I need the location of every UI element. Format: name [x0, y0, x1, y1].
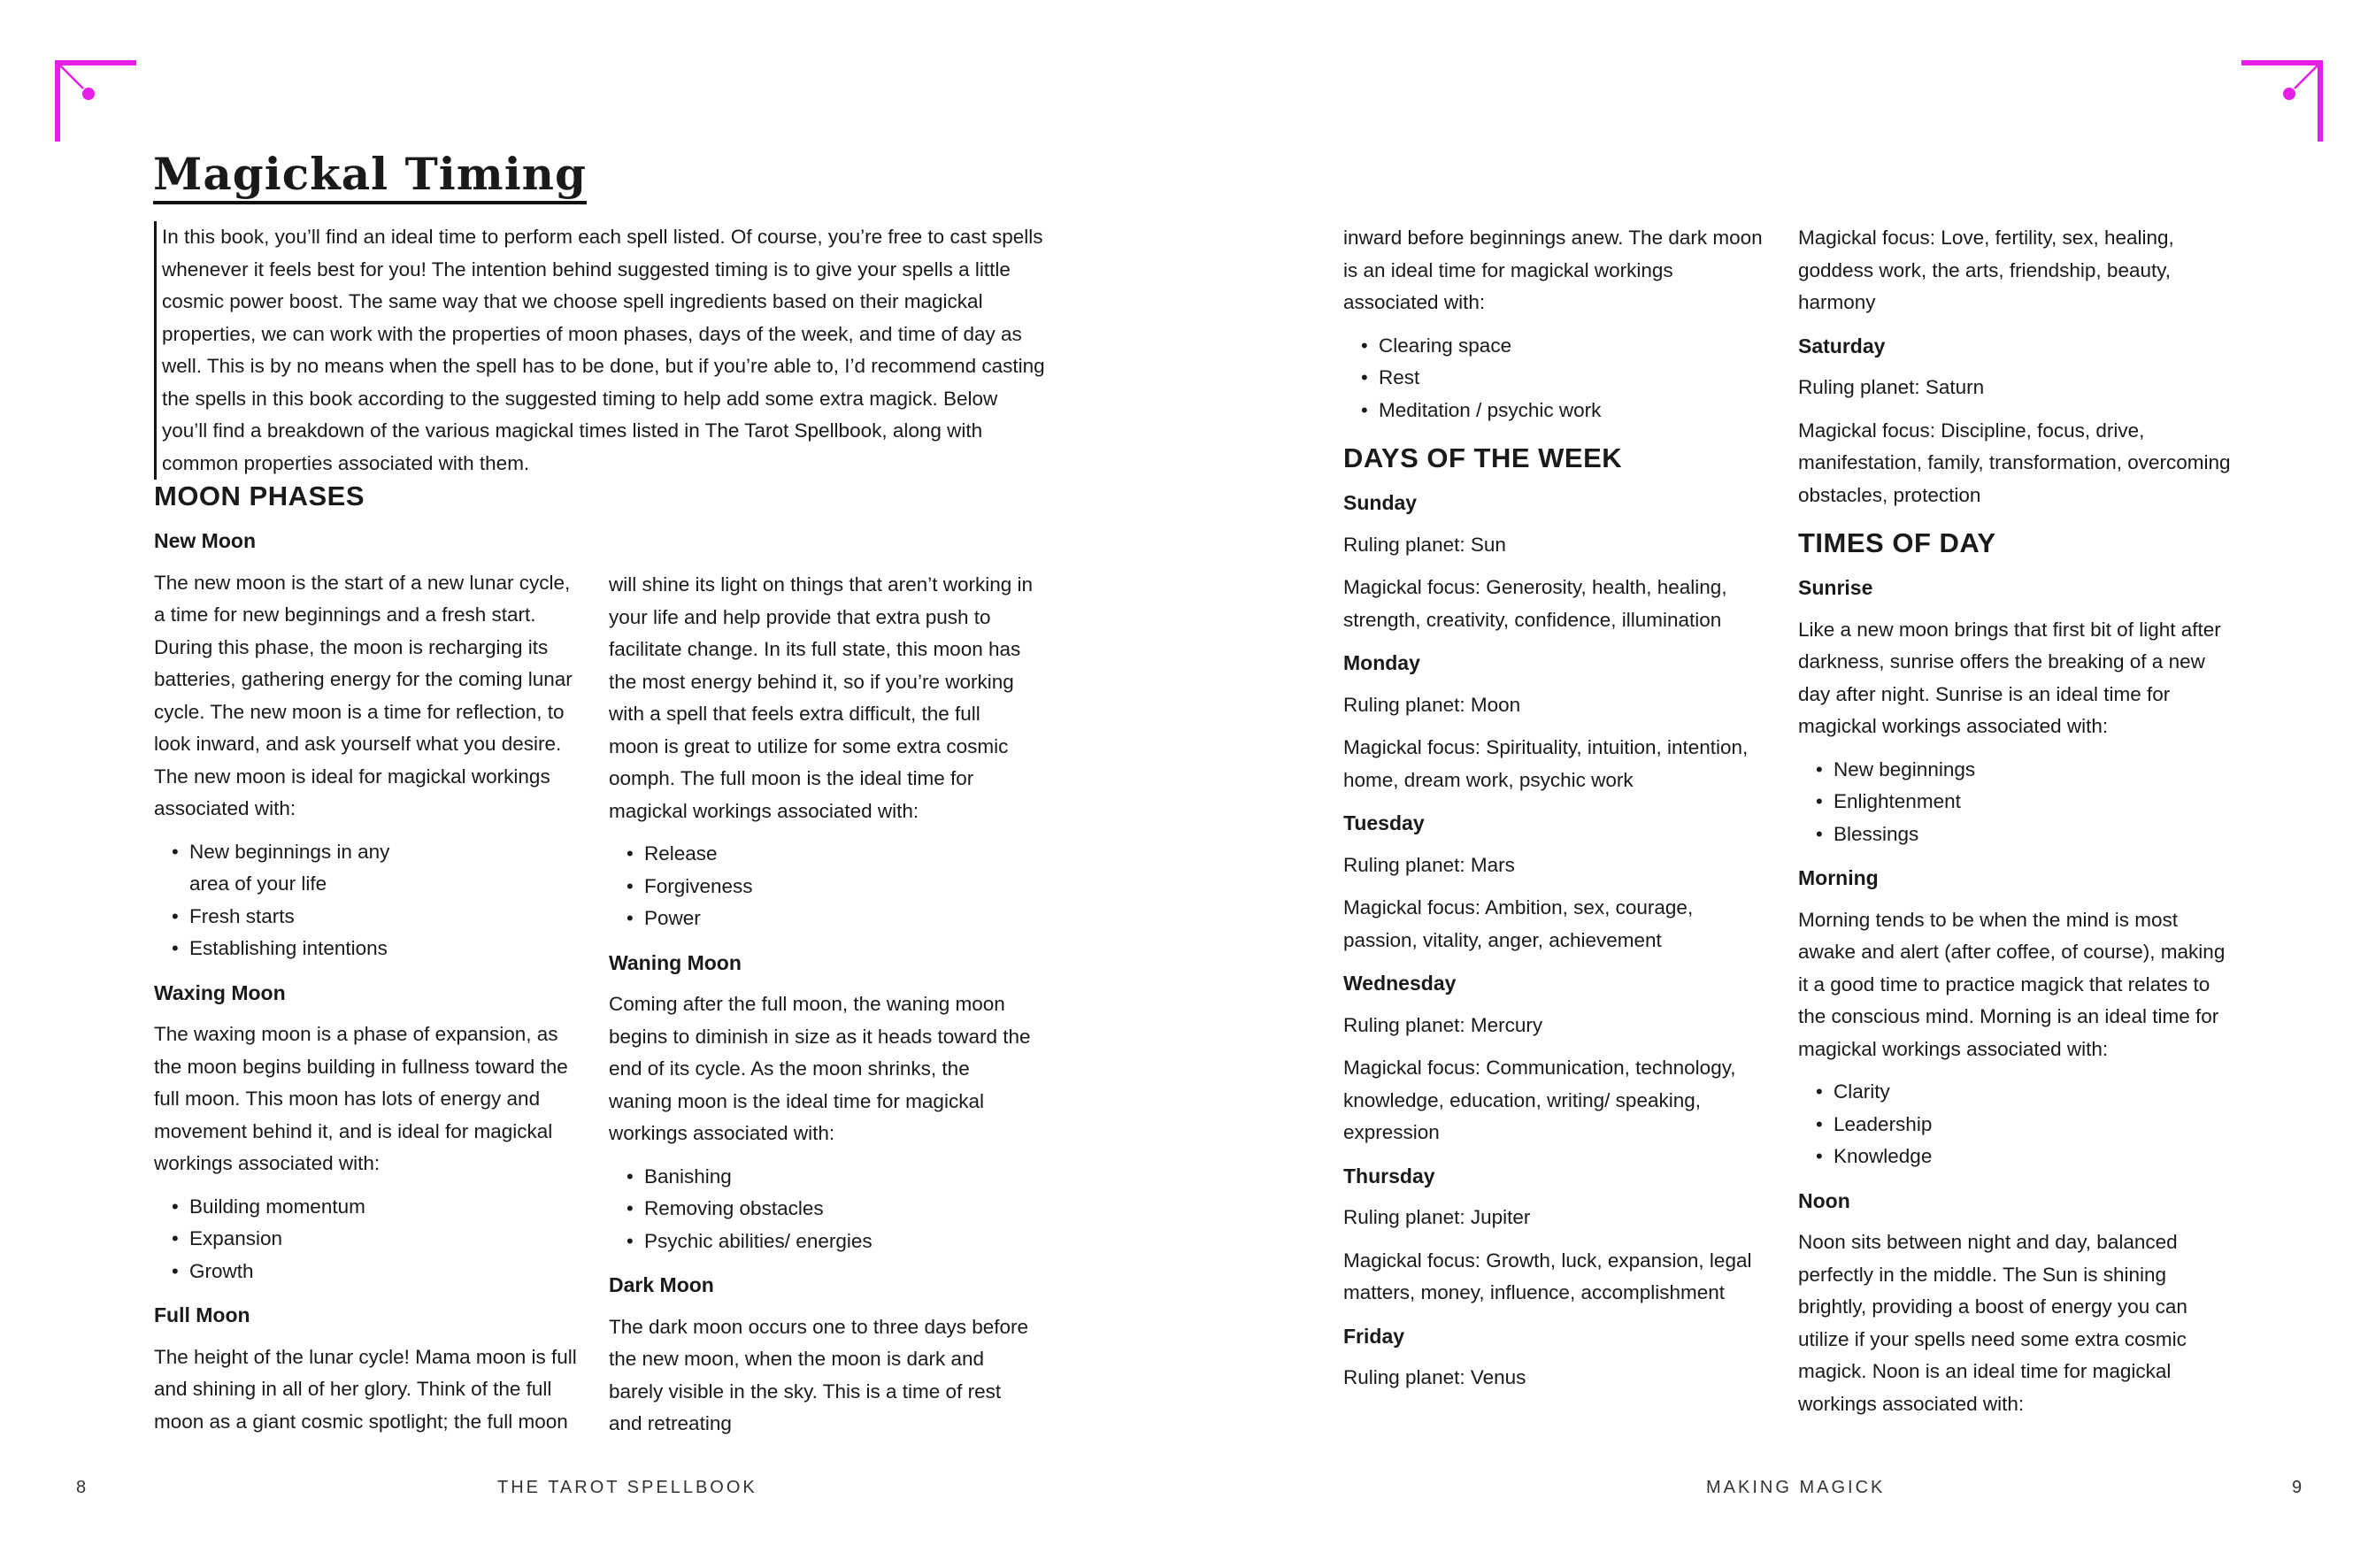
list-item: • Expansion: [172, 1223, 583, 1256]
day-heading: Friday: [1343, 1324, 1405, 1348]
waning-moon-heading: Waning Moon: [609, 950, 742, 974]
day-planet: Ruling planet: Mars: [1343, 853, 1515, 876]
day-planet: Ruling planet: Jupiter: [1343, 1206, 1531, 1228]
days-of-week-heading: DAYS OF THE WEEK: [1343, 442, 1623, 473]
list-item: • Forgiveness: [627, 871, 1034, 903]
corner-ornament-icon: [55, 60, 139, 144]
waxing-moon-heading: Waxing Moon: [154, 980, 286, 1004]
intro-paragraph: In this book, you’ll find an ideal time to perform each spell listed. Of course, you’re free to cast spells whenever it feels best for you! The intention behind suggested timing is to give your spells a little cosmic power boost. The same way that we choose spell ingredients based on their magickal properties, we can work with the properties of moon phases, days of the week, and time of day as well. This is by no means when the spell has to be done, but if you’re able to, I’d recommend casting the spells in this book according to the suggested timing to help add some extra magick. Below you’ll find a breakdown of the various magickal times listed in The Tarot Spellbook, along with common properties associated with them.: [154, 221, 1047, 480]
list-item: • Meditation / psychic work: [1361, 395, 1772, 427]
list-item: • Rest: [1361, 362, 1772, 395]
day-heading: Monday: [1343, 651, 1420, 674]
waxing-moon-text: The waxing moon is a phase of expansion, as the moon begins building in fullness toward the full moon. This moon has lots of energy and movement behind it, and is ideal for magickal workings associated with:: [154, 1023, 568, 1174]
left-running-head: THE TAROT SPELLBOOK: [497, 1478, 757, 1497]
list-item: • Enlightenment: [1816, 786, 2232, 819]
page-title: Magickal Timing: [153, 149, 587, 204]
list-item: • New beginnings: [1816, 754, 2232, 787]
list-item: • Knowledge: [1816, 1141, 2232, 1173]
waning-moon-list: [609, 1161, 1034, 1258]
dark-moon-text-part-1: The dark moon occurs one to three days before the new moon, when the moon is dark and barely visible in the sky. This is a time of rest and retreating: [609, 1315, 1029, 1434]
noon-text: Noon sits between night and day, balanced perfectly in the middle. The Sun is shining brightly, providing a boost of energy you can utilize if your spells need some extra cosmic magick. Noon is an ideal time for magickal workings associated with:: [1798, 1231, 2187, 1415]
full-moon-heading: Full Moon: [154, 1303, 250, 1326]
moon-icon: [2287, 1446, 2306, 1465]
day-focus: Magickal focus: Growth, luck, expansion, legal matters, money, influence, accomplishment: [1343, 1249, 1752, 1303]
new-moon-heading: New Moon: [154, 529, 256, 552]
list-item: • Release: [627, 838, 1034, 871]
right-column-1: [1343, 222, 1772, 1405]
list-item: • Psychic abilities/ energies: [627, 1226, 1034, 1258]
sunrise-list: [1798, 754, 2232, 851]
morning-heading: Morning: [1798, 866, 1879, 889]
day-focus: Magickal focus: Love, fertility, sex, healing, goddess work, the arts, friendship, beauty, harmony: [1798, 227, 2174, 313]
moon-phases-heading: MOON PHASES: [154, 480, 365, 511]
list-item: • Power: [627, 903, 1034, 935]
day-focus: Magickal focus: Communication, technology, knowledge, education, writing/ speaking, expression: [1343, 1057, 1736, 1143]
left-page-number: 8: [76, 1478, 89, 1497]
list-item: • Clearing space: [1361, 330, 1772, 363]
list-item: • Removing obstacles: [627, 1193, 1034, 1226]
list-item: • Leadership: [1816, 1109, 2232, 1141]
dark-moon-list: [1343, 330, 1772, 427]
full-moon-text-part-1: The height of the lunar cycle! Mama moon is full and shining in all of her glory. Think of the full moon as a giant cosmic spotlight; the full moon: [154, 1345, 577, 1433]
left-column-2: [609, 569, 1034, 1451]
sunrise-text: Like a new moon brings that first bit of light after darkness, sunrise offers the breaking of a new day after night. Sunrise is an ideal time for magickal workings associated with:: [1798, 618, 2221, 737]
day-heading: Saturday: [1798, 334, 1886, 357]
moon-icon: [76, 1446, 96, 1465]
corner-ornament-icon: [2239, 60, 2323, 144]
left-column-1: [154, 480, 583, 1449]
day-planet: Ruling planet: Sun: [1343, 533, 1506, 556]
list-item: • New beginnings in any area of your life: [172, 836, 393, 901]
day-planet: Ruling planet: Mercury: [1343, 1013, 1543, 1036]
list-item: • Establishing intentions: [172, 933, 393, 965]
waxing-moon-list: [154, 1191, 583, 1288]
new-moon-text: The new moon is the start of a new lunar cycle, a time for new beginnings and a fresh start. During this phase, the moon is recharging its batteries, gathering energy for the coming lunar cycle. The new moon is a time for reflection, to look inward, and ask yourself what you desire. The new moon is ideal for magickal workings associated with:: [154, 571, 573, 819]
dark-moon-heading: Dark Moon: [609, 1273, 714, 1296]
right-page-number: 9: [2292, 1478, 2305, 1497]
times-of-day-heading: TIMES OF DAY: [1798, 527, 1996, 558]
day-planet: Ruling planet: Moon: [1343, 693, 1521, 716]
day-heading: Thursday: [1343, 1164, 1435, 1188]
day-focus: Magickal focus: Discipline, focus, drive, manifestation, family, transformation, overcoming obstacles, protection: [1798, 419, 2231, 506]
new-moon-list: [154, 836, 393, 965]
right-column-2: [1798, 222, 2232, 1431]
full-moon-text-part-2: will shine its light on things that aren’t working in your life and help provide that extra push to facilitate change. In its full state, this moon has the most energy behind it, so if you’re working with a spell that feels extra difficult, the full moon is great to utilize for some extra cosmic oomph. The full moon is the ideal time for magickal workings associated with:: [609, 573, 1033, 822]
day-focus: Magickal focus: Generosity, health, healing, strength, creativity, confidence, illumination: [1343, 576, 1727, 631]
list-item: • Blessings: [1816, 819, 2232, 851]
list-item: • Clarity: [1816, 1076, 2232, 1109]
list-item: • Building momentum: [172, 1191, 583, 1224]
day-heading: Tuesday: [1343, 811, 1425, 834]
list-item: • Banishing: [627, 1161, 1034, 1194]
noon-heading: Noon: [1798, 1188, 1850, 1212]
day-heading: Sunday: [1343, 491, 1418, 514]
waning-moon-text: Coming after the full moon, the waning moon begins to diminish in size as it heads toward the end of its cycle. As the moon shrinks, the waning moon is the ideal time for magickal workings associated with:: [609, 993, 1031, 1144]
morning-text: Morning tends to be when the mind is most awake and alert (after coffee, of course), making it a good time to practice magick that relates to the conscious mind. Morning is an ideal time for magickal workings associated with:: [1798, 908, 2226, 1060]
list-item: • Fresh starts: [172, 901, 393, 934]
day-planet: Ruling planet: Saturn: [1798, 376, 1985, 398]
full-moon-list: [609, 838, 1034, 935]
day-focus: Magickal focus: Spirituality, intuition, intention, home, dream work, psychic work: [1343, 736, 1749, 791]
right-running-head: MAKING MAGICK: [1706, 1478, 1886, 1497]
list-item: • Growth: [172, 1256, 583, 1288]
dark-moon-text-part-2: inward before beginnings anew. The dark moon is an ideal time for magickal workings associated with:: [1343, 227, 1763, 313]
morning-list: [1798, 1076, 2232, 1173]
day-focus: Magickal focus: Ambition, sex, courage, passion, vitality, anger, achievement: [1343, 896, 1694, 951]
day-heading: Wednesday: [1343, 972, 1457, 995]
day-planet: Ruling planet: Venus: [1343, 1366, 1526, 1388]
sunrise-heading: Sunrise: [1798, 576, 1873, 599]
